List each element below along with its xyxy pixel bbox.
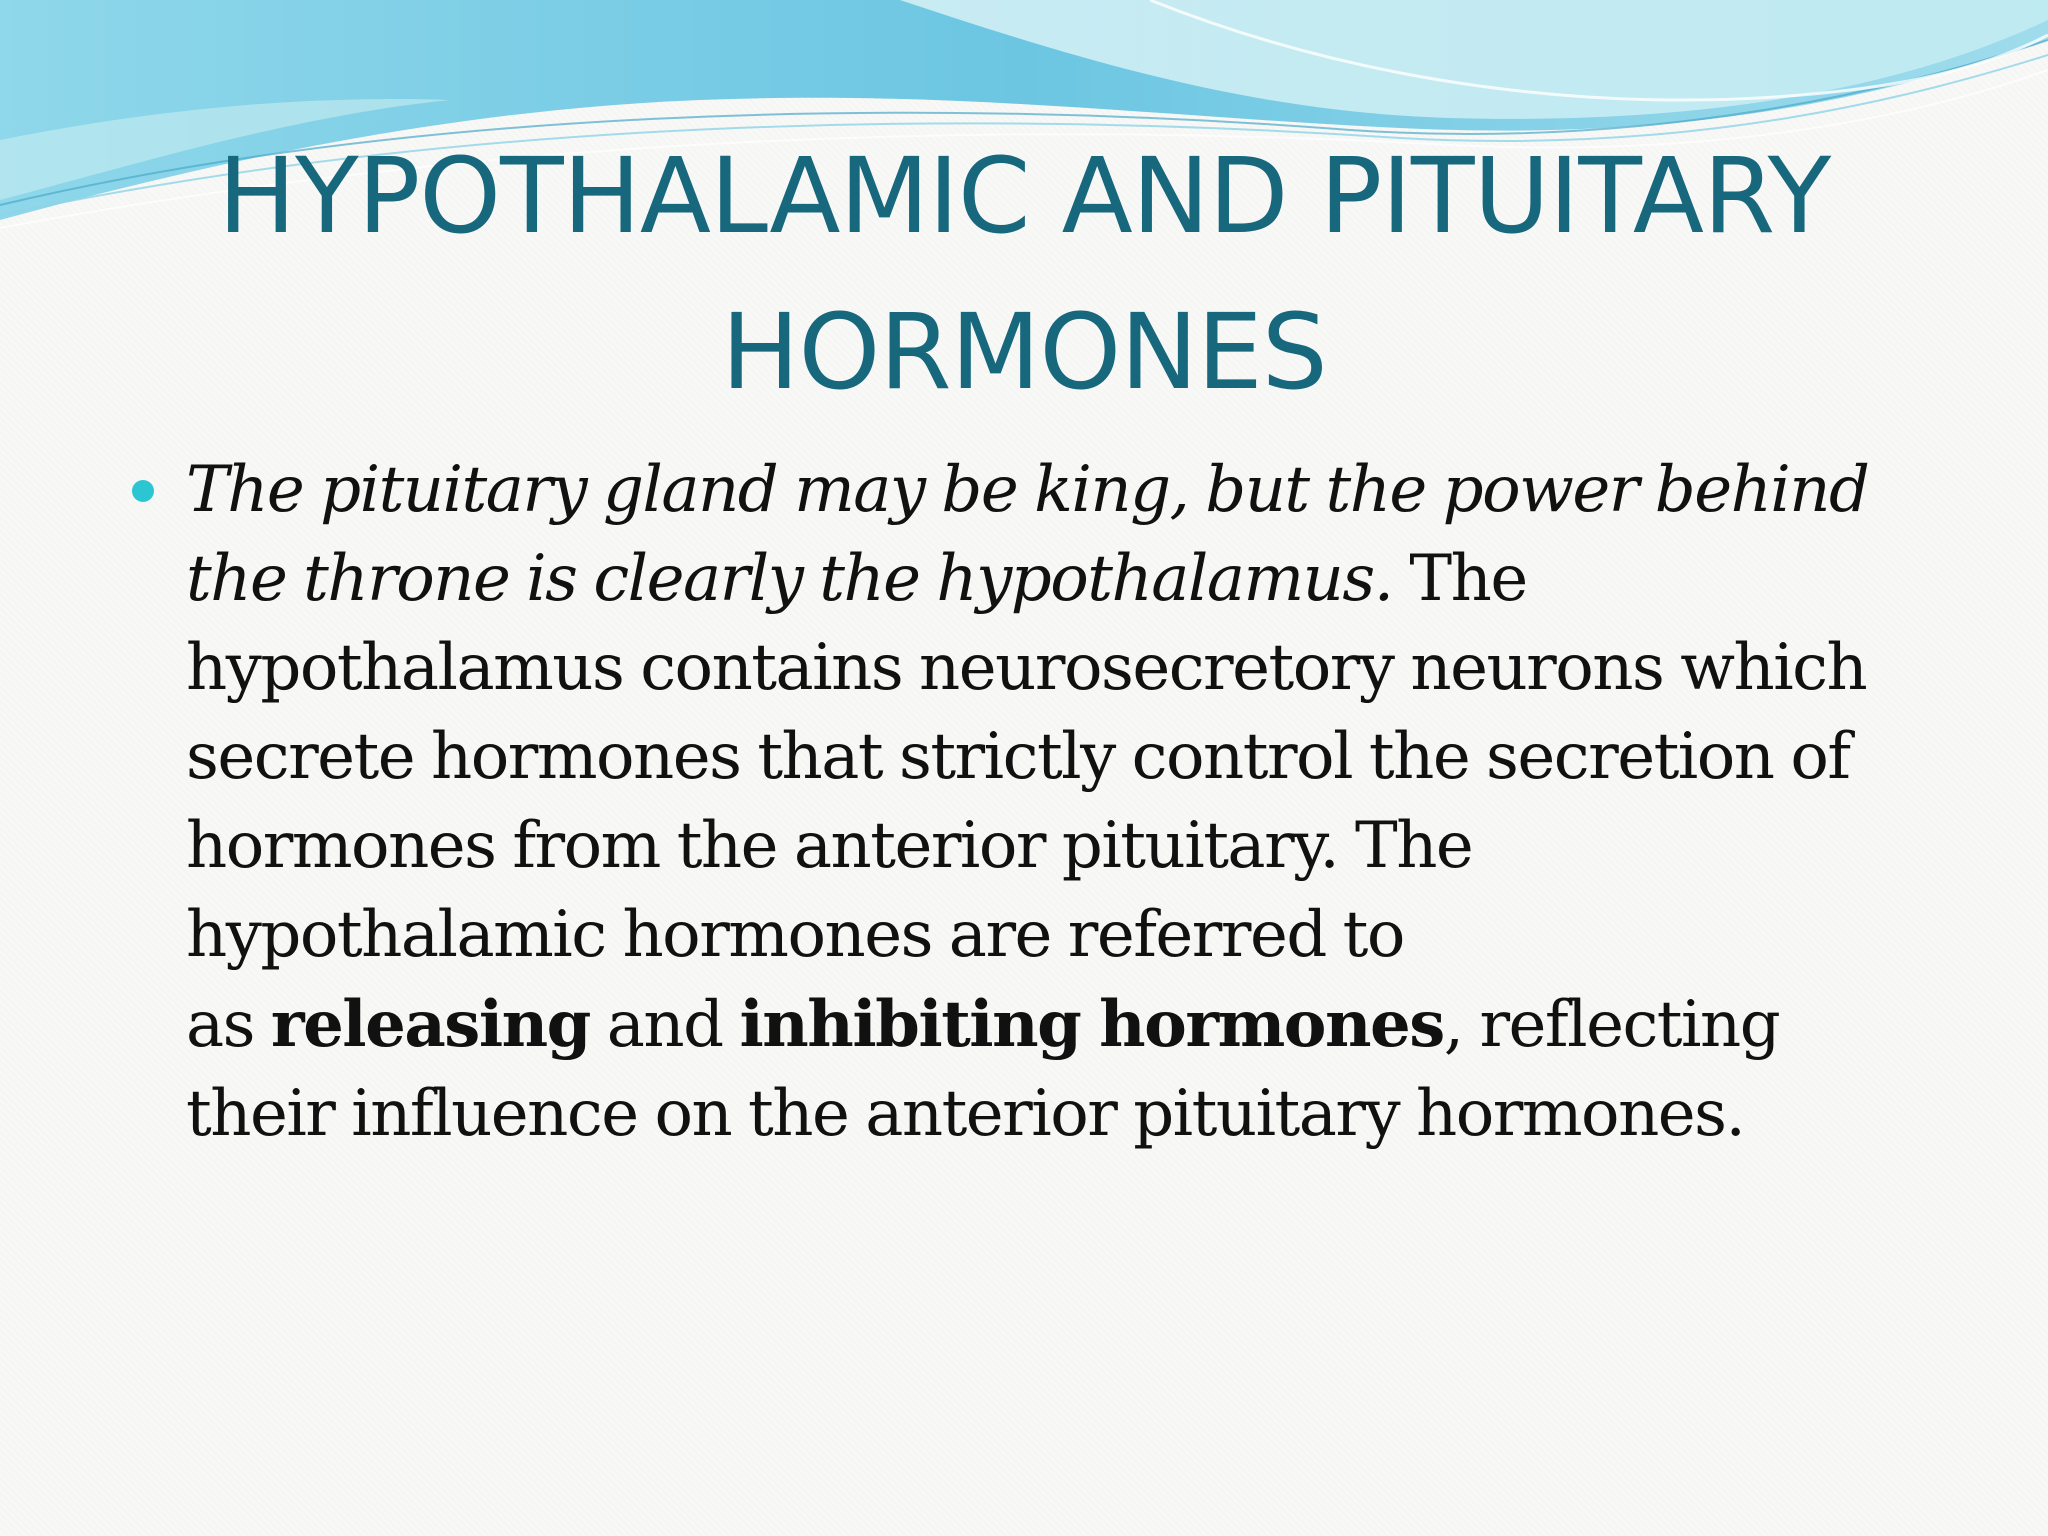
text-line xyxy=(186,980,1930,1070)
text-run: The xyxy=(1392,542,1527,616)
text-line xyxy=(186,535,1930,624)
italic-text: the throne is clearly the hypothalamus. xyxy=(186,542,1393,616)
bullet-list xyxy=(130,446,1930,1159)
bold-term-inhibiting: inhibiting hormones xyxy=(739,987,1444,1062)
text-line: their influence on the anterior pituitary hormones. xyxy=(186,1077,1745,1151)
slide-title xyxy=(60,118,1988,430)
text-line: hypothalamic hormones are referred to xyxy=(186,898,1404,972)
text-run: and xyxy=(589,988,740,1062)
text-line: hormones from the anterior pituitary. The xyxy=(186,809,1473,883)
text-line: The pituitary gland may be king, but the power behind xyxy=(186,453,1869,527)
text-run: , reflecting xyxy=(1443,988,1780,1062)
text-line: hypothalamus contains neurosecretory neurons which xyxy=(186,631,1867,705)
bullet-item xyxy=(130,446,1930,1159)
bold-term-releasing: releasing xyxy=(270,987,590,1062)
bullet-dot-icon xyxy=(132,480,154,502)
title-line-2: HORMONES xyxy=(721,291,1327,413)
text-run: as xyxy=(186,988,271,1062)
title-line-1: HYPOTHALAMIC AND PITUITARY xyxy=(217,135,1831,257)
text-line: secrete hormones that strictly control the secretion of xyxy=(186,720,1850,794)
